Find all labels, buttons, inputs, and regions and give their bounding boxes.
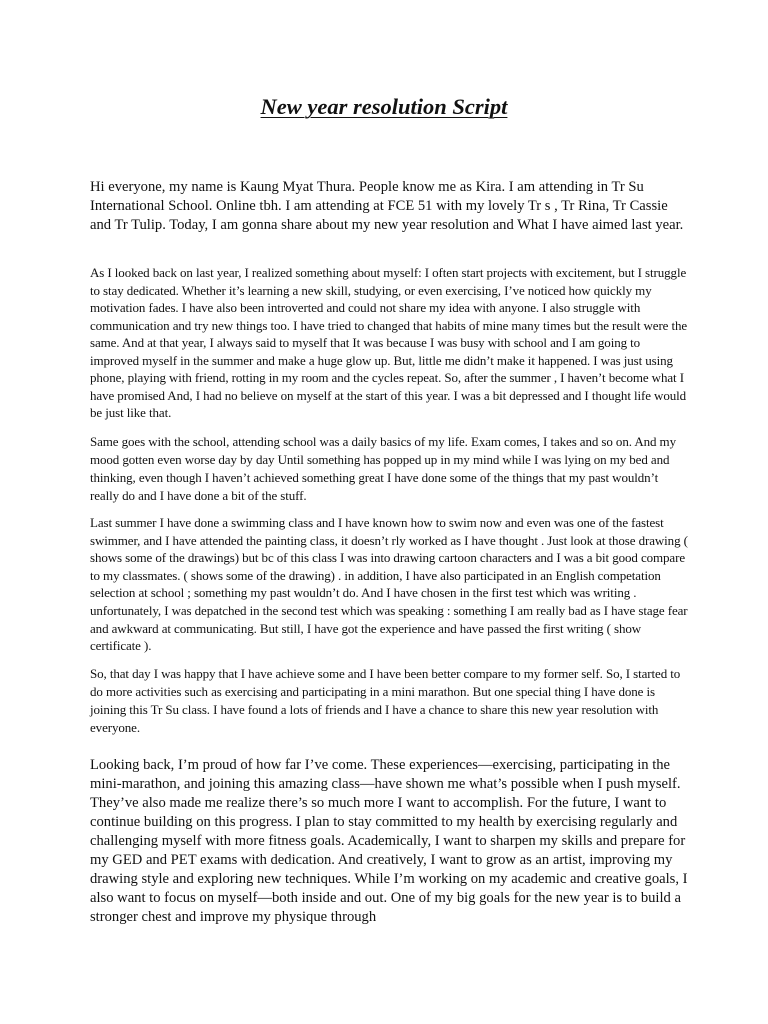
- document-title: New year resolution Script: [260, 94, 508, 119]
- paragraph-introduction: Hi everyone, my name is Kaung Myat Thura. People know me as Kira. I am attending in Tr Su International School. Online tbh. I am attending at FCE 51 with my lovely Tr s , Tr Rina, Tr Cassie and Tr Tulip. Today, I am gonna share about my new year resolution and What I have aimed last year.: [90, 179, 684, 233]
- paragraph-looking-back: Looking back, I’m proud of how far I’ve come. These experiences—exercising, participating in the mini-marathon, and joining this amazing class—have shown me what’s possible when I push myself. They’ve also made me realize there’s so much more I want to accomplish. For the future, I want to continue building on this progress. I plan to stay committed to my health by exercising regularly and challenging myself with more fitness goals. Academically, I want to sharpen my skills and prepare for my GED and PET exams with dedication. And creatively, I want to grow as an artist, improving my drawing style and exploring new techniques. While I’m working on my academic and creative goals, I also want to focus on myself—both inside and out. One of my big goals for the new year is to build a stronger chest and improve my physique through: [90, 757, 688, 925]
- paragraph-last-summer: Last summer I have done a swimming class and I have known how to swim now and even was one of the fastest swimmer, and I have attended the painting class, it doesn’t rly worked as I have thought . Just look at those drawing ( shows some of the drawings) but bc of this class I was into drawing cartoon characters and I was a bit good compare to my classmates. ( shows some of the drawing) . in addition, I have also participated in an English competation selection at school ; something my past wouldn’t do. And I have chosen in the first test which was writing . unfortunately, I was depatched in the second test which was speaking : something I am really bad as I have stage fear and awkward at communicating. But still, I have got the experience and have passed the first writing ( show certificate ).: [90, 515, 688, 654]
- paragraph-happy-day: So, that day I was happy that I have achieve some and I have been better compare to my former self. So, I started to do more activities such as exercising and participating in a mini marathon. But one special thing I have done is joining this Tr Su class. I have found a lots of friends and I have a chance to share this new year resolution with everyone.: [90, 666, 681, 735]
- paragraph-last-year: As I looked back on last year, I realized something about myself: I often start projects with excitement, but I struggle to stay dedicated. Whether it’s learning a new skill, studying, or even exercising, I’ve noticed how quickly my motivation fades. I have also been introverted and could not share my idea with anyone. I also struggle with communication and try new things too. I have tried to changed that habits of mine many times but the result were the same. And at that year, I always said to myself that It was because I was busy with school and I am going to improved myself in the summer and make a huge glow up. But, little me didn’t make it happened. I was just using phone, playing with friend, rotting in my room and the cycles repeat. So, after the summer , I haven’t become what I have promised And, I had no believe on myself at the start of this year. I was a bit depressed and I thought life would be just like that.: [90, 265, 688, 420]
- paragraph-school: Same goes with the school, attending school was a daily basics of my life. Exam comes, I takes and so on. And my mood gotten even worse day by day Until something has popped up in my mind while I was lying on my bed and thinking, even though I haven’t achieved something great I have done some of the things that my past wouldn’t really do and I have done a bit of the stuff.: [90, 434, 676, 503]
